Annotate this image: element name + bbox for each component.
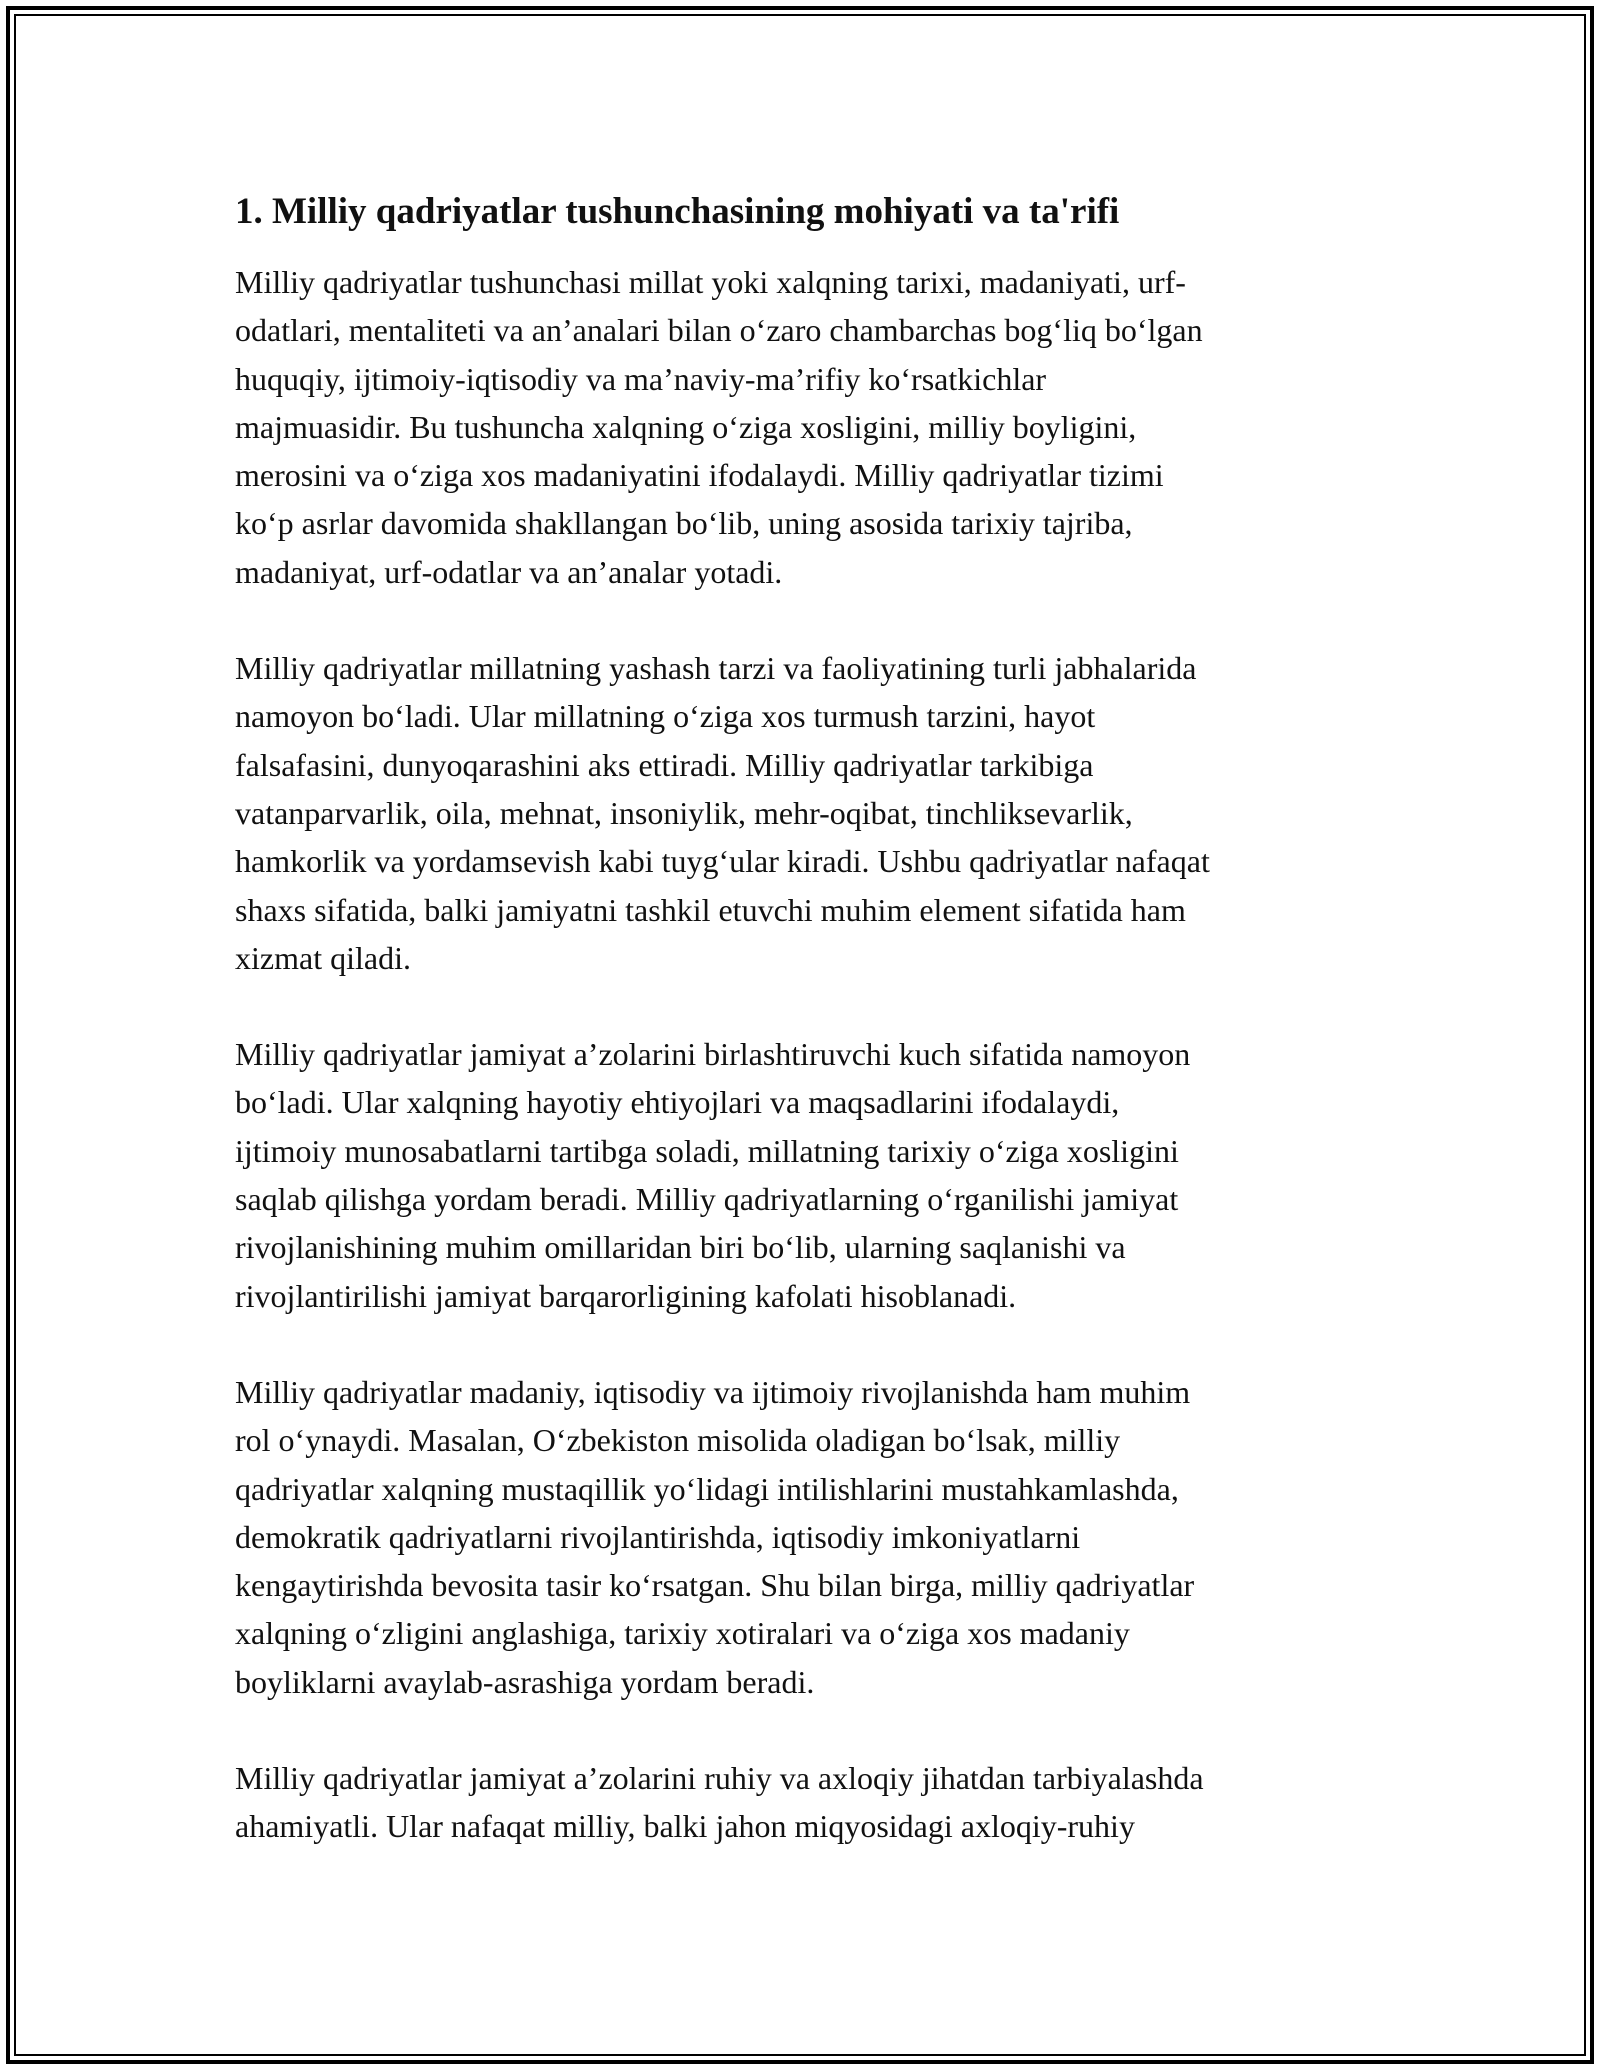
text-line: ko‘p asrlar davomida shakllangan bo‘lib, uning asosida tarixiy tajriba, xyxy=(235,505,1133,542)
text-line: Milliy qadriyatlar jamiyat a’zolarini ruhiy va axloqiy jihatdan tarbiyalashda xyxy=(235,1760,1204,1797)
text-line: rivojlantirilishi jamiyat barqarorligining kafolati hisoblanadi. xyxy=(235,1277,1017,1314)
section-heading: 1. Milliy qadriyatlar tushunchasining mohiyati va ta'rifi xyxy=(235,191,1120,232)
text-line: namoyon bo‘ladi. Ular millatning o‘ziga xos turmush tarzini, hayot xyxy=(235,698,1096,735)
text-line: shaxs sifatida, balki jamiyatni tashkil etuvchi muhim element sifatida ham xyxy=(235,891,1186,928)
paragraph-4 xyxy=(235,1368,1380,1706)
text-line: madaniyat, urf-odatlar va an’analar yotadi. xyxy=(235,553,783,590)
text-line: boyliklarni avaylab-asrashiga yordam beradi. xyxy=(235,1663,815,1700)
text-line: qadriyatlar xalqning mustaqillik yo‘lidagi intilishlarini mustahkamlashda, xyxy=(235,1470,1179,1507)
text-line: saqlab qilishga yordam beradi. Milliy qadriyatlarning o‘rganilishi jamiyat xyxy=(235,1181,1179,1218)
text-line: kengaytirishda bevosita tasir ko‘rsatgan. Shu bilan birga, milliy qadriyatlar xyxy=(235,1567,1195,1604)
text-line: rol o‘ynaydi. Masalan, O‘zbekiston misolida oladigan bo‘lsak, milliy xyxy=(235,1422,1121,1459)
text-line: bo‘ladi. Ular xalqning hayotiy ehtiyojlari va maqsadlarini ifodalaydi, xyxy=(235,1084,1120,1121)
text-line: ahamiyatli. Ular nafaqat milliy, balki jahon miqyosidagi axloqiy-ruhiy xyxy=(235,1808,1135,1845)
paragraph-5 xyxy=(235,1754,1380,1851)
text-line: Milliy qadriyatlar millatning yashash tarzi va faoliyatining turli jabhalarida xyxy=(235,650,1197,687)
text-line: vatanparvarlik, oila, mehnat, insoniylik, mehr-oqibat, tinchliksevarlik, xyxy=(235,794,1133,831)
text-line: majmuasidir. Bu tushuncha xalqning o‘ziga xosligini, milliy boyligini, xyxy=(235,408,1137,445)
paragraph-2 xyxy=(235,644,1380,982)
text-line: falsafasini, dunyoqarashini aks ettiradi. Milliy qadriyatlar tarkibiga xyxy=(235,746,1094,783)
text-line: hamkorlik va yordamsevish kabi tuyg‘ular kiradi. Ushbu qadriyatlar nafaqat xyxy=(235,843,1210,880)
paragraph-1 xyxy=(235,258,1380,596)
paragraph-3 xyxy=(235,1030,1380,1320)
text-line: xizmat qiladi. xyxy=(235,939,411,976)
text-line: Milliy qadriyatlar jamiyat a’zolarini birlashtiruvchi kuch sifatida namoyon xyxy=(235,1036,1191,1073)
text-line: Milliy qadriyatlar tushunchasi millat yoki xalqning tarixi, madaniyati, urf- xyxy=(235,264,1186,300)
text-line: rivojlanishining muhim omillaridan biri bo‘lib, ularning saqlanishi va xyxy=(235,1229,1126,1266)
document-body xyxy=(235,188,1380,1899)
text-line: odatlari, mentaliteti va an’analari bilan o‘zaro chambarchas bog‘liq bo‘lgan xyxy=(235,312,1203,349)
text-line: Milliy qadriyatlar madaniy, iqtisodiy va ijtimoiy rivojlanishda ham muhim xyxy=(235,1373,1191,1410)
text-line: merosini va o‘ziga xos madaniyatini ifodalaydi. Milliy qadriyatlar tizimi xyxy=(235,457,1164,494)
text-line: demokratik qadriyatlarni rivojlantirishda, iqtisodiy imkoniyatlarni xyxy=(235,1518,1081,1555)
text-line: huquqiy, ijtimoiy-iqtisodiy va ma’naviy-ma’rifiy ko‘rsatkichlar xyxy=(235,360,1047,397)
text-line: xalqning o‘zligini anglashiga, tarixiy xotiralari va o‘ziga xos madaniy xyxy=(235,1615,1130,1652)
text-line: ijtimoiy munosabatlarni tartibga soladi, millatning tarixiy o‘ziga xosligini xyxy=(235,1132,1179,1169)
